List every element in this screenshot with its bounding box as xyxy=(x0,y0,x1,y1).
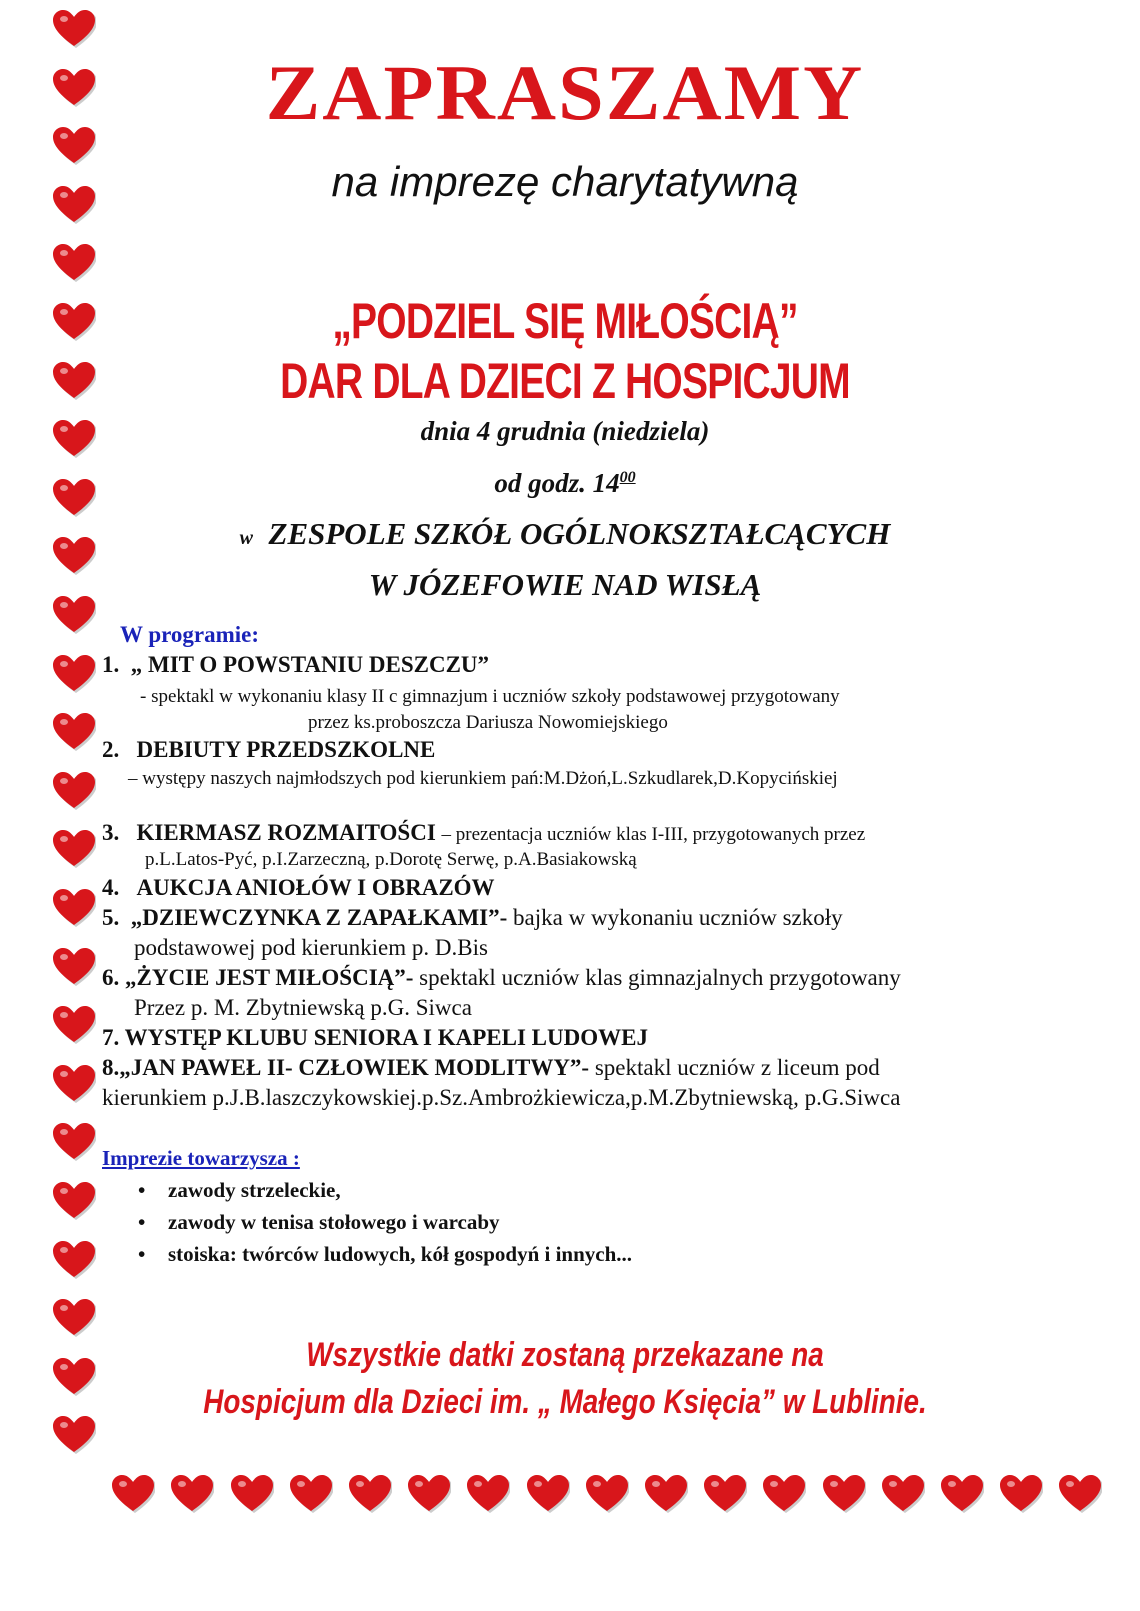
heart-icon xyxy=(52,655,96,695)
program-item xyxy=(102,1055,880,1081)
program-item-number: 8. xyxy=(102,1055,120,1080)
event-venue-line2: W JÓZEFOWIE NAD WISŁĄ xyxy=(368,567,762,602)
heart-icon xyxy=(230,1475,274,1515)
program-heading: W programie: xyxy=(120,622,260,647)
poster-subtitle: na imprezę charytatywną xyxy=(331,158,799,205)
program-item-title: WYSTĘP KLUBU SENIORA I KAPELI LUDOWEJ xyxy=(124,1025,648,1050)
footer-line: Wszystkie datki zostaną przekazane na xyxy=(306,1336,824,1374)
program-item xyxy=(102,820,865,846)
program-item-desc: Przez p. M. Zbytniewską p.G. Siwca xyxy=(134,995,472,1020)
heart-icon xyxy=(52,244,96,284)
poster-title: ZAPRASZAMY xyxy=(265,49,865,136)
heart-icon xyxy=(348,1475,392,1515)
heart-icon xyxy=(881,1475,925,1515)
program-item-title: AUKCJA ANIOŁÓW I OBRAZÓW xyxy=(136,875,495,900)
heart-icon xyxy=(52,1065,96,1105)
heart-icon xyxy=(111,1475,155,1515)
heart-icon xyxy=(407,1475,451,1515)
heart-icon xyxy=(466,1475,510,1515)
program-item-desc: spektakl uczniów klas gimnazjalnych przygotowany xyxy=(413,965,901,990)
program-item-number: 4. xyxy=(102,875,120,900)
heart-icon xyxy=(762,1475,806,1515)
heart-icon xyxy=(52,830,96,870)
event-name-line2: DAR DLA DZIECI Z HOSPICJUM xyxy=(280,353,850,409)
program-item-desc: spektakl uczniów z liceum pod xyxy=(589,1055,880,1080)
heart-icon xyxy=(52,1416,96,1456)
heart-icon xyxy=(526,1475,570,1515)
program-item-number: 5. xyxy=(102,905,120,930)
heart-icon xyxy=(644,1475,688,1515)
event-venue-prefix: w xyxy=(239,527,254,549)
heart-icon xyxy=(52,713,96,753)
heart-icon xyxy=(940,1475,984,1515)
heart-icon xyxy=(170,1475,214,1515)
heart-icon xyxy=(52,1299,96,1339)
heart-icon xyxy=(289,1475,333,1515)
event-time-minutes: 00 xyxy=(619,469,636,486)
program-item-title: „ MIT O POWSTANIU DESZCZU” xyxy=(130,652,490,677)
heart-icon xyxy=(52,772,96,812)
program-item-number: 7. xyxy=(102,1025,120,1050)
accompanying-item-text: • zawody w tenisa stołowego i warcaby xyxy=(168,1210,500,1234)
heart-icon xyxy=(52,303,96,343)
event-date: dnia 4 grudnia (niedziela) xyxy=(420,416,710,446)
heart-icon xyxy=(52,1006,96,1046)
program-item-title: „JAN PAWEŁ II- CZŁOWIEK MODLITWY”- xyxy=(119,1055,590,1080)
program-item-title: DEBIUTY PRZEDSZKOLNE xyxy=(136,737,436,762)
event-venue xyxy=(0,516,1130,552)
accompanying-item xyxy=(168,1178,341,1203)
program-item xyxy=(102,905,843,931)
program-item-desc: – występy naszych najmłodszych pod kierunkiem pań:M.Dżoń,L.Szkudlarek,D.Kopycińskiej xyxy=(128,768,838,789)
program-item-desc: p.L.Latos-Pyć, p.I.Zarzeczną, p.Dorotę Serwę, p.A.Basiakowską xyxy=(145,849,637,870)
program-item-desc: - spektakl w wykonaniu klasy II c gimnazjum i uczniów szkoły podstawowej przygotowany xyxy=(140,686,840,707)
program-item-title: „ŻYCIE JEST MIŁOŚCIĄ”- xyxy=(125,965,414,990)
program-item xyxy=(102,965,901,991)
program-item-title: KIERMASZ ROZMAITOŚCI xyxy=(136,820,436,845)
program-item xyxy=(102,737,435,763)
heart-icon xyxy=(52,1123,96,1163)
program-item-title: „DZIEWCZYNKA Z ZAPAŁKAMI”- xyxy=(130,905,508,930)
program-item-desc: bajka w wykonaniu uczniów szkoły xyxy=(507,905,843,930)
program-item xyxy=(102,875,495,901)
heart-icon xyxy=(1058,1475,1102,1515)
accompanying-item xyxy=(168,1210,500,1235)
heart-icon xyxy=(52,1182,96,1222)
heart-icon xyxy=(703,1475,747,1515)
heart-icon xyxy=(52,889,96,929)
program-item-desc: podstawowej pod kierunkiem p. D.Bis xyxy=(134,935,488,960)
program-item-number: 2. xyxy=(102,737,120,762)
event-venue-name: ZESPOLE SZKÓŁ OGÓLNOKSZTAŁCĄCYCH xyxy=(268,516,891,551)
program-item-number: 1. xyxy=(102,652,120,677)
heart-icon xyxy=(585,1475,629,1515)
heart-icon xyxy=(52,1358,96,1398)
footer-line: Hospicjum dla Dzieci im. „ Małego Księcia” w Lublinie. xyxy=(203,1383,927,1421)
accompanying-heading: Imprezie towarzysza : xyxy=(102,1146,300,1170)
program-item-number: 6. xyxy=(102,965,120,990)
program-item xyxy=(102,652,489,678)
event-time xyxy=(0,468,1130,499)
event-name: „PODZIEL SIĘ MIŁOŚCIĄ” xyxy=(332,293,798,349)
accompanying-item-text: • zawody strzeleckie, xyxy=(168,1178,341,1202)
heart-icon xyxy=(52,1241,96,1281)
accompanying-item xyxy=(168,1242,632,1267)
heart-icon xyxy=(52,362,96,402)
program-item-desc: – prezentacja uczniów klas I-III, przygotowanych przez xyxy=(441,824,866,845)
program-item-desc: kierunkiem p.J.B.laszczykowskiej.p.Sz.Ambrożkiewicza,p.M.Zbytniewską, p.G.Siwca xyxy=(102,1085,901,1110)
heart-icon xyxy=(999,1475,1043,1515)
heart-icon xyxy=(822,1475,866,1515)
event-time-text: od godz. 14 xyxy=(494,468,620,498)
accompanying-item-text: • stoiska: twórców ludowych, kół gospodyń i innych... xyxy=(168,1242,632,1266)
heart-icon xyxy=(52,10,96,50)
program-item-number: 3. xyxy=(102,820,120,845)
program-item-desc: przez ks.proboszcza Dariusza Nowomiejskiego xyxy=(308,712,668,733)
program-item xyxy=(102,1025,648,1051)
heart-icon xyxy=(52,948,96,988)
